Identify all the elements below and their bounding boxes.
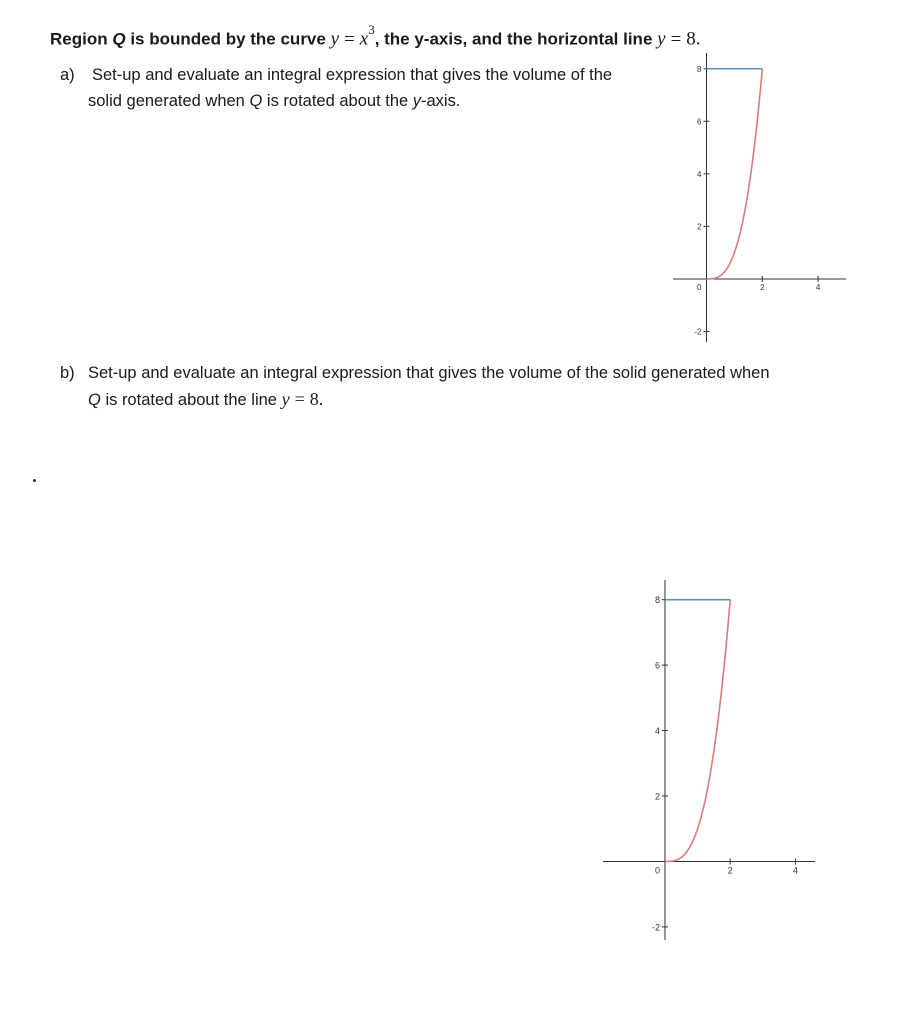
y-tick-label: 6 [697, 117, 702, 127]
y-tick-label: -2 [694, 327, 702, 337]
y-tick-label: -2 [651, 922, 660, 933]
origin-label: 0 [697, 282, 702, 292]
part-a-line2-prefix: solid generated when [88, 92, 245, 110]
y-tick-label: 8 [654, 595, 660, 606]
math-exponent: 3 [368, 22, 375, 37]
x-tick-label: 4 [792, 865, 798, 876]
y-tick-label: 4 [697, 169, 702, 179]
part-b-math-var-y: y [281, 389, 290, 409]
part-a-region-variable: Q [249, 92, 263, 110]
y-tick-label: 2 [654, 791, 660, 802]
region-variable: Q [112, 29, 126, 49]
math-var-y: y [330, 28, 340, 50]
part-a-line2-suffix: -axis. [421, 92, 461, 110]
math-equals: = [344, 28, 355, 50]
math-var-x: x [359, 28, 369, 50]
part-a-line1: Set-up and evaluate an integral expression that gives the volume of the [92, 66, 613, 84]
y-tick-label: 2 [697, 222, 702, 232]
origin-label: 0 [654, 865, 660, 876]
math-value-8: 8. [686, 28, 701, 50]
math-var-y-2: y [657, 28, 666, 50]
part-a-label: a) [60, 66, 75, 84]
statement-lead: Region [50, 29, 108, 49]
x-tick-label: 4 [815, 282, 821, 292]
statement-bounded-by: is bounded by the curve [130, 29, 326, 49]
y-tick-label: 4 [654, 726, 660, 737]
part-a-axis-name: y [412, 92, 422, 110]
part-b-region-variable: Q [88, 391, 101, 409]
curve-y-equals-x-cubed [665, 600, 730, 862]
part-b-label: b) [60, 364, 75, 382]
part-b-math-value: 8. [309, 389, 324, 409]
part-a-line2-mid: is rotated about the [266, 92, 409, 110]
statement-mid: , the y-axis, and the horizontal line [374, 29, 653, 49]
x-tick-label: 2 [760, 282, 765, 292]
part-b-math-equals: = [294, 389, 305, 409]
x-tick-label: 2 [727, 865, 733, 876]
part-b-line2-mid: is rotated about the line [105, 391, 277, 409]
y-tick-label: 6 [654, 660, 660, 671]
part-b-line1: Set-up and evaluate an integral expression that gives the volume of the solid generated when [88, 364, 770, 382]
y-tick-label: 8 [697, 64, 702, 74]
math-equals-2: = [670, 28, 682, 50]
